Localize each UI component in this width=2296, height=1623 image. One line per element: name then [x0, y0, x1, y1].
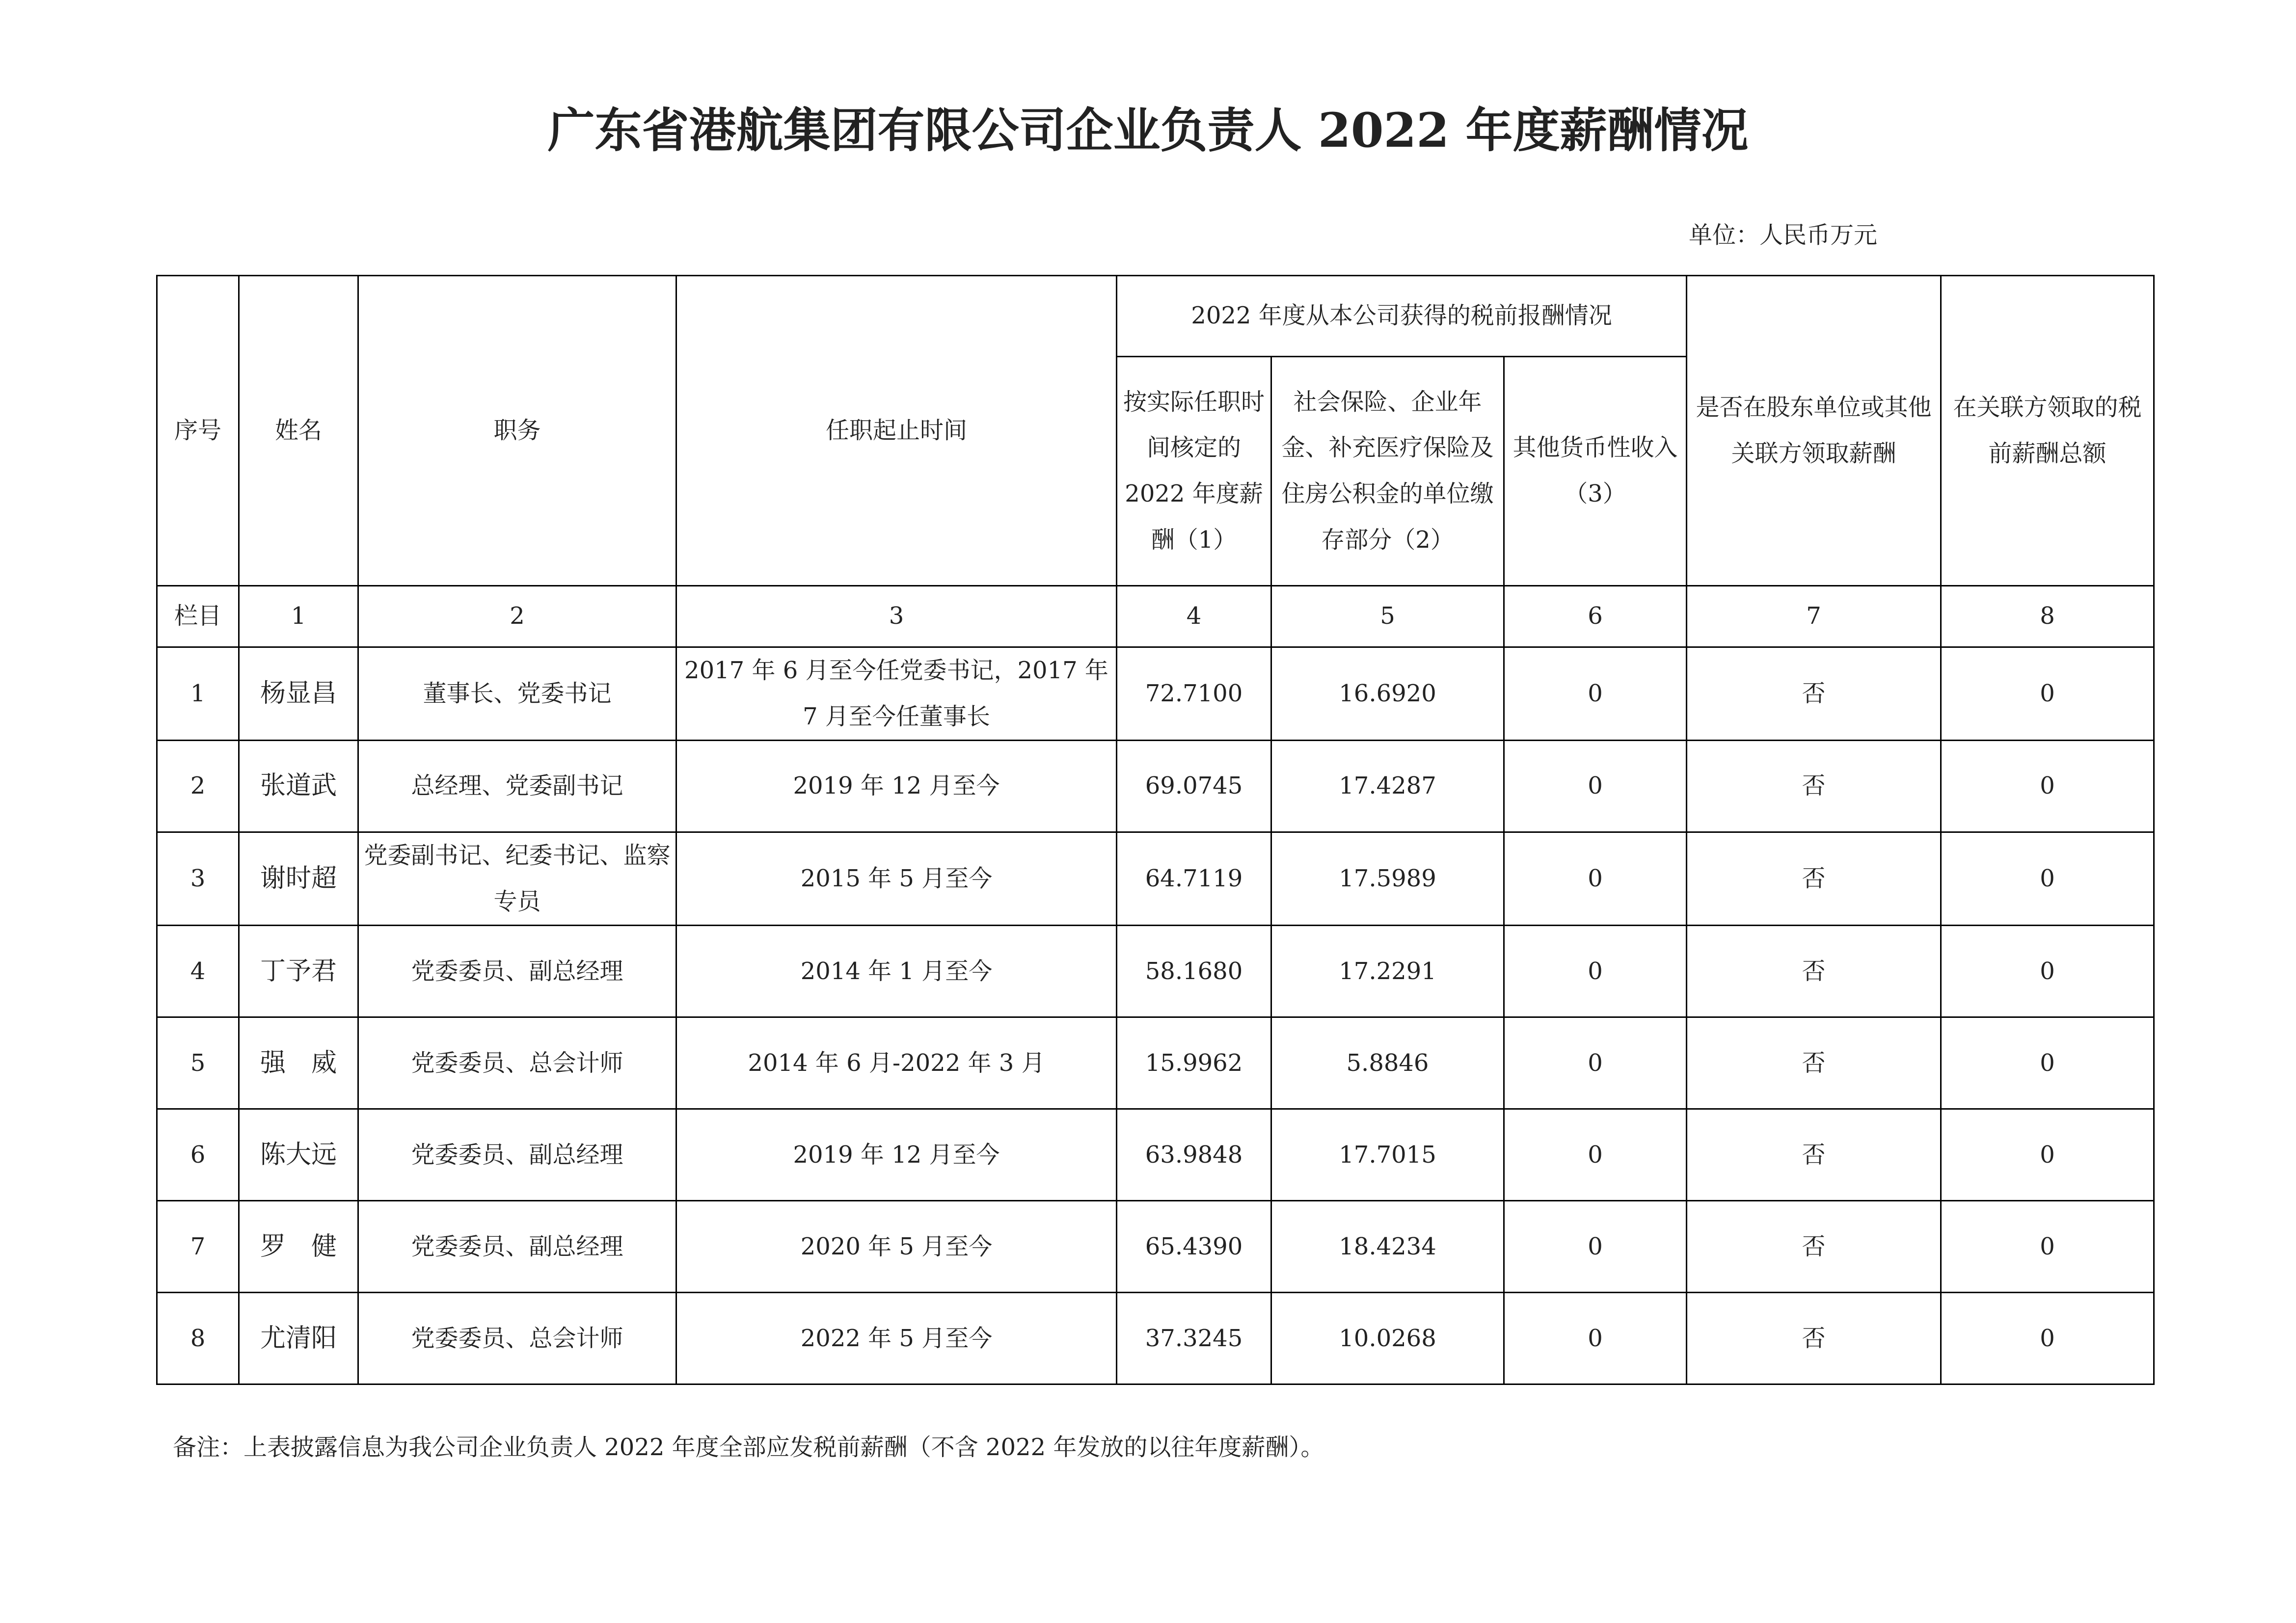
cell-salary: 65.4390 [1117, 1201, 1271, 1293]
cell-name: 张道武 [239, 741, 358, 832]
footnote: 备注：上表披露信息为我公司企业负责人 2022 年度全部应发税前薪酬（不含 2022 年发放的以往年度薪酬）。 [173, 1434, 1324, 1461]
cell-position: 总经理、党委副书记 [358, 741, 676, 832]
cell-position: 董事长、党委书记 [358, 647, 676, 741]
header-row-1 [157, 276, 2154, 357]
cell-term: 2014 年 1 月至今 [676, 926, 1117, 1017]
cell-salary: 72.7100 [1117, 647, 1271, 741]
cell-term: 2019 年 12 月至今 [676, 1109, 1117, 1201]
index-cell: 8 [1941, 586, 2154, 647]
salary-table [156, 275, 2155, 1385]
cell-related-total: 0 [1941, 1017, 2154, 1109]
cell-term: 2022 年 5 月至今 [676, 1293, 1117, 1384]
cell-related: 否 [1687, 741, 1941, 832]
cell-other: 0 [1504, 741, 1687, 832]
cell-other: 0 [1504, 832, 1687, 926]
cell-position: 党委委员、副总经理 [358, 1201, 676, 1293]
table-row [157, 832, 2154, 926]
cell-other: 0 [1504, 1201, 1687, 1293]
header-group: 2022 年度从本公司获得的税前报酬情况 [1117, 276, 1687, 357]
index-cell: 6 [1504, 586, 1687, 647]
header-related-total: 在关联方领取的税前薪酬总额 [1941, 276, 2154, 586]
cell-seq: 3 [157, 832, 239, 926]
cell-other: 0 [1504, 647, 1687, 741]
cell-insurance: 18.4234 [1271, 1201, 1504, 1293]
cell-term: 2020 年 5 月至今 [676, 1201, 1117, 1293]
header-name: 姓名 [239, 276, 358, 586]
cell-other: 0 [1504, 1109, 1687, 1201]
cell-term: 2017 年 6 月至今任党委书记，2017 年 7 月至今任董事长 [676, 647, 1117, 741]
cell-related-total: 0 [1941, 647, 2154, 741]
cell-term: 2014 年 6 月-2022 年 3 月 [676, 1017, 1117, 1109]
index-row [157, 586, 2154, 647]
header-position: 职务 [358, 276, 676, 586]
cell-related: 否 [1687, 647, 1941, 741]
cell-seq: 6 [157, 1109, 239, 1201]
cell-seq: 4 [157, 926, 239, 1017]
cell-insurance: 16.6920 [1271, 647, 1504, 741]
index-cell: 2 [358, 586, 676, 647]
cell-other: 0 [1504, 1017, 1687, 1109]
cell-related-total: 0 [1941, 1109, 2154, 1201]
cell-name: 罗 健 [239, 1201, 358, 1293]
cell-name: 谢时超 [239, 832, 358, 926]
header-other: 其他货币性收入（3） [1504, 357, 1687, 586]
cell-related-total: 0 [1941, 741, 2154, 832]
cell-related: 否 [1687, 926, 1941, 1017]
index-cell: 5 [1271, 586, 1504, 647]
cell-seq: 8 [157, 1293, 239, 1384]
cell-insurance: 17.2291 [1271, 926, 1504, 1017]
cell-related: 否 [1687, 1293, 1941, 1384]
cell-name: 尤清阳 [239, 1293, 358, 1384]
cell-term: 2019 年 12 月至今 [676, 741, 1117, 832]
cell-salary: 63.9848 [1117, 1109, 1271, 1201]
table-row [157, 647, 2154, 741]
cell-position: 党委委员、总会计师 [358, 1293, 676, 1384]
table-row [157, 926, 2154, 1017]
cell-name: 杨显昌 [239, 647, 358, 741]
cell-seq: 7 [157, 1201, 239, 1293]
cell-related: 否 [1687, 1201, 1941, 1293]
unit-label: 单位：人民币万元 [1689, 221, 1878, 249]
cell-insurance: 17.4287 [1271, 741, 1504, 832]
table-row [157, 1201, 2154, 1293]
cell-related-total: 0 [1941, 832, 2154, 926]
cell-position: 党委委员、总会计师 [358, 1017, 676, 1109]
cell-related-total: 0 [1941, 1293, 2154, 1384]
cell-salary: 37.3245 [1117, 1293, 1271, 1384]
cell-position: 党委委员、副总经理 [358, 926, 676, 1017]
page-title: 广东省港航集团有限公司企业负责人 2022 年度薪酬情况 [547, 103, 1749, 158]
cell-insurance: 5.8846 [1271, 1017, 1504, 1109]
cell-related-total: 0 [1941, 1201, 2154, 1293]
cell-related-total: 0 [1941, 926, 2154, 1017]
cell-seq: 1 [157, 647, 239, 741]
cell-related: 否 [1687, 1017, 1941, 1109]
table-row [157, 1109, 2154, 1201]
cell-insurance: 17.7015 [1271, 1109, 1504, 1201]
table-row [157, 1293, 2154, 1384]
index-cell: 7 [1687, 586, 1941, 647]
table-row [157, 1017, 2154, 1109]
cell-related: 否 [1687, 1109, 1941, 1201]
index-cell: 栏目 [157, 586, 239, 647]
index-cell: 1 [239, 586, 358, 647]
cell-other: 0 [1504, 1293, 1687, 1384]
cell-salary: 58.1680 [1117, 926, 1271, 1017]
cell-insurance: 10.0268 [1271, 1293, 1504, 1384]
cell-name: 丁予君 [239, 926, 358, 1017]
cell-salary: 69.0745 [1117, 741, 1271, 832]
cell-other: 0 [1504, 926, 1687, 1017]
cell-insurance: 17.5989 [1271, 832, 1504, 926]
cell-salary: 64.7119 [1117, 832, 1271, 926]
cell-related: 否 [1687, 832, 1941, 926]
cell-position: 党委委员、副总经理 [358, 1109, 676, 1201]
table-row [157, 741, 2154, 832]
header-term: 任职起止时间 [676, 276, 1117, 586]
index-cell: 4 [1117, 586, 1271, 647]
cell-name: 陈大远 [239, 1109, 358, 1201]
index-cell: 3 [676, 586, 1117, 647]
header-salary: 按实际任职时间核定的 2022 年度薪酬（1） [1117, 357, 1271, 586]
header-related: 是否在股东单位或其他关联方领取薪酬 [1687, 276, 1941, 586]
cell-position: 党委副书记、纪委书记、监察专员 [358, 832, 676, 926]
cell-salary: 15.9962 [1117, 1017, 1271, 1109]
header-seq: 序号 [157, 276, 239, 586]
cell-seq: 5 [157, 1017, 239, 1109]
header-insurance: 社会保险、企业年金、补充医疗保险及住房公积金的单位缴存部分（2） [1271, 357, 1504, 586]
cell-seq: 2 [157, 741, 239, 832]
cell-term: 2015 年 5 月至今 [676, 832, 1117, 926]
cell-name: 强 威 [239, 1017, 358, 1109]
